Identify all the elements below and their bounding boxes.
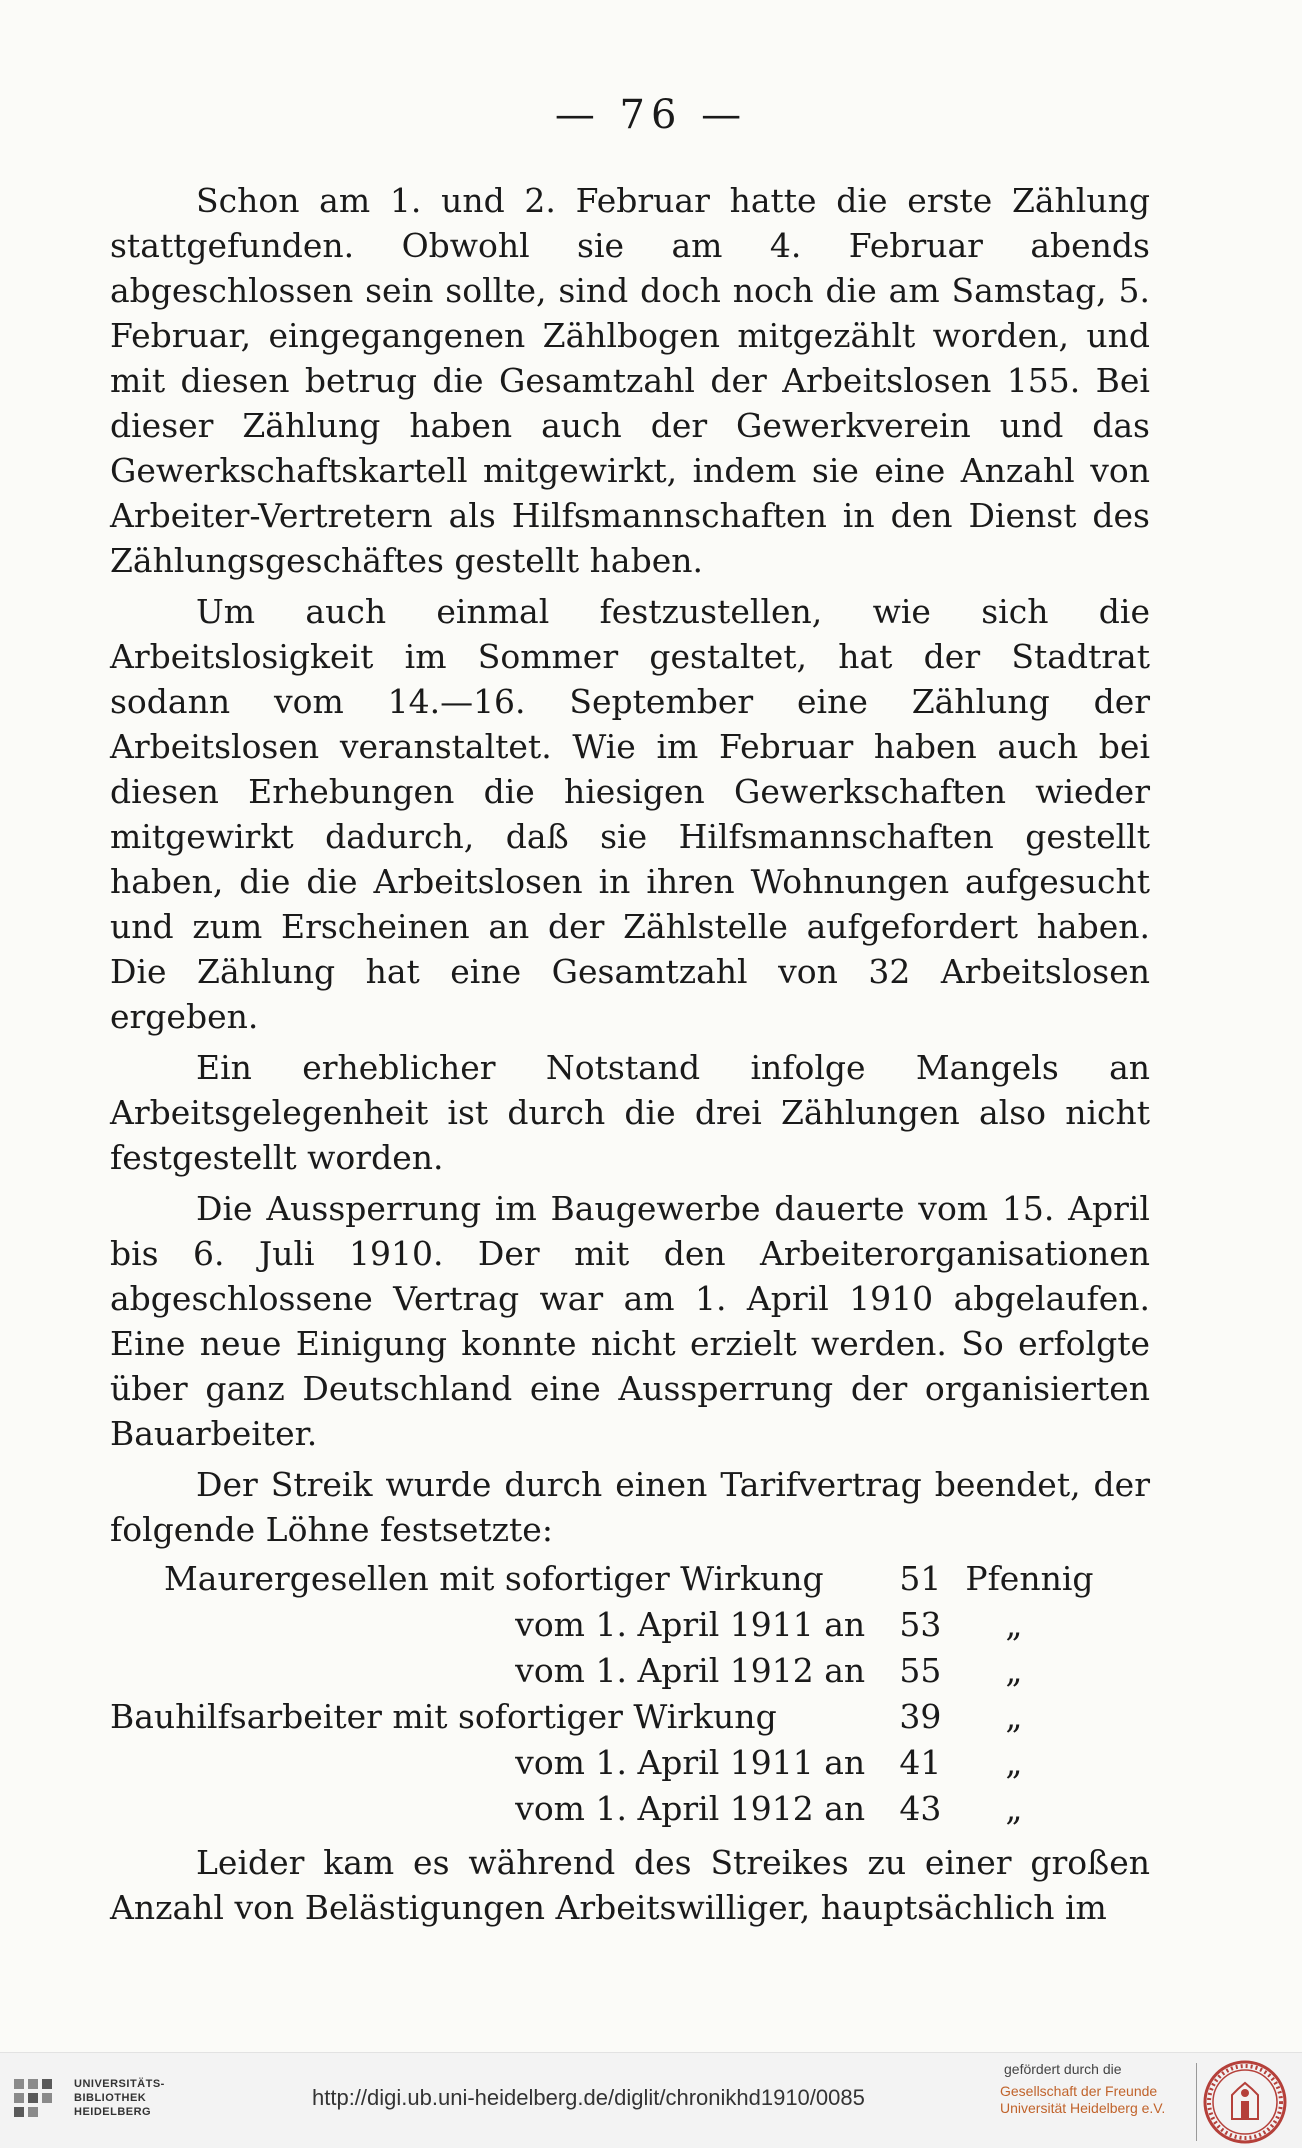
paragraph-1: Schon am 1. und 2. Februar hatte die erste Zählung stattgefunden. Obwohl sie am 4. Februar abends abgeschlossen sein sollte, sind doch noch die am Samstag, 5. Februar, eingegangenen Zählbogen mitgezählt worden, und mit diesen betrug die Gesamtzahl der Arbeitslosen 155. Bei dieser Zählung haben auch der Gewerkverein und das Gewerkschaftskartell mitgewirkt, indem sie eine Anzahl von Arbeiter-Vertretern als Hilfsmannschaften in den Dienst des Zählungsgeschäftes gestellt haben. xyxy=(110,181,1150,580)
wage-unit: „ xyxy=(1005,1605,1023,1644)
library-name xyxy=(74,2077,165,2119)
wage-row xyxy=(110,1694,1150,1740)
wage-table xyxy=(110,1556,1150,1832)
paragraph-2: Um auch einmal festzustellen, wie sich die Arbeitslosigkeit im Sommer gestaltet, hat der Stadtrat sodann vom 14.—16. September eine Zählung der Arbeitslosen veranstaltet. Wie im Februar haben auch bei diesen Erhebungen die hiesigen Gewerkschaften wieder mitgewirkt dadurch, daß sie Hilfsmannschaften gestellt haben, die die Arbeitslosen in ihren Wohnungen aufgesucht und zum Erscheinen an der Zählstelle aufgefordert haben. Die Zählung hat eine Gesamtzahl von 32 Arbeitslosen ergeben. xyxy=(110,592,1150,1036)
wage-label: vom 1. April 1911 an xyxy=(515,1743,866,1782)
wage-value: 53 xyxy=(899,1605,942,1644)
wage-value: 39 xyxy=(899,1697,942,1736)
paragraph-3: Ein erheblicher Notstand infolge Mangels an Arbeitsgelegenheit ist durch die drei Zählungen also nicht festgestellt worden. xyxy=(110,1048,1150,1177)
wage-value: 43 xyxy=(899,1789,942,1828)
viewer-footer xyxy=(0,2052,1302,2148)
wage-label: vom 1. April 1912 an xyxy=(515,1651,866,1690)
permalink-url[interactable]: http://digi.ub.uni-heidelberg.de/diglit/chronikhd1910/0085 xyxy=(312,2085,865,2110)
wage-unit: Pfennig xyxy=(965,1559,1094,1598)
wage-value: 51 xyxy=(899,1559,942,1598)
wage-unit: „ xyxy=(1005,1789,1023,1828)
wage-row xyxy=(110,1786,1150,1832)
wage-unit: „ xyxy=(1005,1697,1023,1736)
wage-row xyxy=(110,1648,1150,1694)
wage-unit: „ xyxy=(1005,1743,1023,1782)
wage-label: vom 1. April 1911 an xyxy=(515,1605,866,1644)
sponsor-name-line: Universität Heidelberg e.V. xyxy=(1000,2100,1166,2116)
wage-value: 55 xyxy=(899,1651,942,1690)
library-name-line: HEIDELBERG xyxy=(74,2106,152,2118)
wage-row xyxy=(110,1740,1150,1786)
paragraph-6: Leider kam es während des Streikes zu einer großen Anzahl von Belästigungen Arbeitswilliger, hauptsächlich im xyxy=(110,1843,1150,1927)
library-name-line: UNIVERSITÄTS- xyxy=(74,2078,165,2090)
paragraph-4: Die Aussperrung im Baugewerbe dauerte vom 15. April bis 6. Juli 1910. Der mit den Arbeiterorganisationen abgeschlossene Vertrag war am 1. April 1910 abgelaufen. Eine neue Einigung konnte nicht erzielt werden. So erfolgte über ganz Deutschland eine Aussperrung der organisierten Bauarbeiter. xyxy=(110,1189,1150,1453)
university-seal-icon[interactable] xyxy=(1202,2059,1288,2145)
wage-value: 41 xyxy=(899,1743,942,1782)
wage-row xyxy=(110,1602,1150,1648)
library-logo-icon[interactable] xyxy=(10,2073,64,2127)
wage-unit: „ xyxy=(1005,1651,1023,1690)
library-name-line: BIBLIOTHEK xyxy=(74,2092,147,2104)
sponsor-intro: gefördert durch die xyxy=(1004,2061,1122,2077)
page-number: — 76 — xyxy=(554,92,748,138)
paragraph-5: Der Streik wurde durch einen Tarifvertrag beendet, der folgende Löhne festsetzte: xyxy=(110,1465,1150,1549)
wage-label: Bauhilfsarbeiter mit sofortiger Wirkung xyxy=(110,1697,777,1736)
sponsor-credit xyxy=(1000,2061,1190,2117)
footer-divider xyxy=(1196,2063,1197,2141)
body-text xyxy=(110,178,1150,1930)
wage-label: vom 1. April 1912 an xyxy=(515,1789,866,1828)
wage-label: Maurergesellen mit sofortiger Wirkung xyxy=(164,1559,824,1598)
wage-row xyxy=(110,1556,1150,1602)
sponsor-name-line: Gesellschaft der Freunde xyxy=(1000,2083,1158,2099)
